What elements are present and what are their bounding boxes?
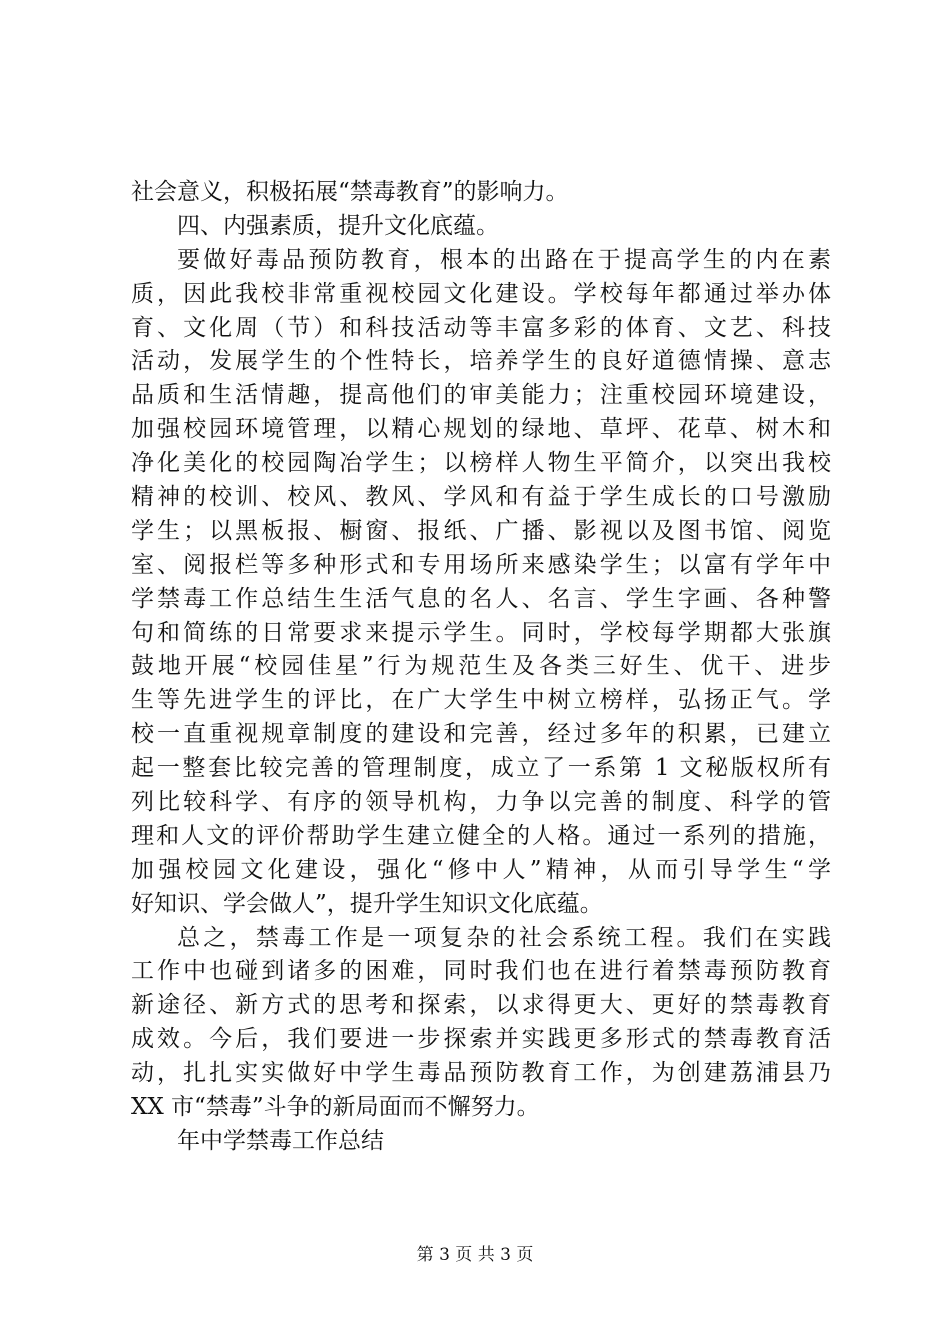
- text-line: 活动，发展学生的个性特长，培养学生的良好道德情操、意志: [131, 348, 831, 375]
- text-line: 育、文化周（节）和科技活动等丰富多彩的体育、文艺、科技: [131, 314, 831, 341]
- text-line: 新途径、新方式的思考和探索，以求得更大、更好的禁毒教育: [131, 992, 831, 1019]
- text-line: 生等先进学生的评比，在广大学生中树立榜样，弘扬正气。学: [131, 687, 831, 714]
- document-body: [131, 176, 831, 1159]
- text-line: 精神的校训、校风、教风、学风和有益于学生成长的口号激励: [131, 484, 831, 511]
- text-line: 理和人文的评价帮助学生建立健全的人格。通过一系列的措施，: [131, 822, 831, 849]
- text-line: 净化美化的校园陶冶学生；以榜样人物生平简介，以突出我校: [131, 450, 831, 477]
- text-line: 加强校园文化建设，强化“修中人”精神，从而引导学生“学: [131, 856, 831, 883]
- text-line: 学禁毒工作总结生生活气息的名人、名言、学生字画、各种警: [131, 585, 831, 612]
- text-line: 学生；以黑板报、橱窗、报纸、广播、影视以及图书馆、阅览: [131, 517, 831, 544]
- text-line: 室、阅报栏等多种形式和专用场所来感染学生；以富有学年中: [131, 551, 831, 578]
- text-line: 四、内强素质，提升文化底蕴。: [177, 212, 499, 239]
- text-line: 质，因此我校非常重视校园文化建设。学校每年都通过举办体: [131, 280, 831, 307]
- text-line: 成效。今后，我们要进一步探索并实践更多形式的禁毒教育活: [131, 1026, 831, 1053]
- text-line: 要做好毒品预防教育，根本的出路在于提高学生的内在素: [177, 246, 831, 273]
- text-line: 起一整套比较完善的管理制度，成立了一系第 1 文秘版权所有: [131, 755, 831, 782]
- text-line: 加强校园环境管理，以精心规划的绿地、草坪、花草、树木和: [131, 416, 831, 443]
- text-line: 动，扎扎实实做好中学生毒品预防教育工作，为创建荔浦县乃: [131, 1060, 831, 1087]
- text-line: 列比较科学、有序的领导机构，力争以完善的制度、科学的管: [131, 789, 831, 816]
- text-line: 年中学禁毒工作总结: [177, 1127, 384, 1154]
- text-line: 工作中也碰到诸多的困难，同时我们也在进行着禁毒预防教育: [131, 958, 831, 985]
- text-line: 品质和生活情趣，提高他们的审美能力；注重校园环境建设，: [131, 382, 831, 409]
- text-line: 社会意义，积极拓展“禁毒教育”的影响力。: [131, 179, 569, 205]
- text-line: 总之，禁毒工作是一项复杂的社会系统工程。我们在实践: [177, 924, 831, 951]
- text-line: 校一直重视规章制度的建设和完善，经过多年的积累，已建立: [131, 721, 831, 748]
- text-line: 句和简练的日常要求来提示学生。同时，学校每学期都大张旗: [131, 619, 831, 646]
- text-line: 鼓地开展“校园佳星”行为规范生及各类三好生、优干、进步: [131, 653, 831, 680]
- text-line: 好知识、学会做人”，提升学生知识文化底蕴。: [131, 890, 603, 917]
- text-line: XX 市“禁毒”斗争的新局面而不懈努力。: [131, 1094, 540, 1121]
- page-footer: 第 3 页 共 3 页: [416, 1245, 534, 1265]
